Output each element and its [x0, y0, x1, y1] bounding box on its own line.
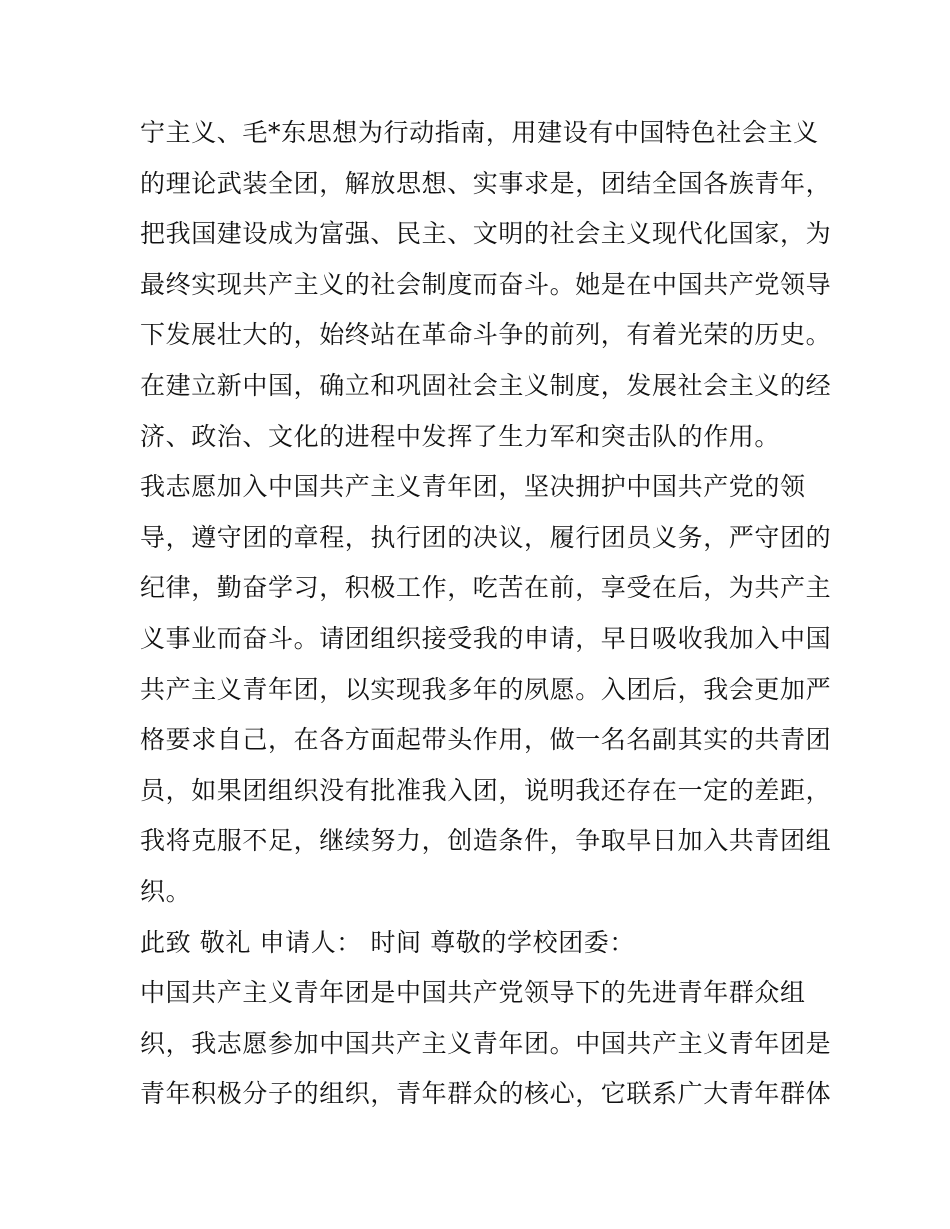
- text-line: 把我国建设成为富强、民主、文明的社会主义现代化国家，为: [140, 219, 832, 249]
- text-line: 格要求自己，在各方面起带头作用，做一名名副其实的共青团: [140, 725, 832, 755]
- document-body: [140, 108, 830, 1120]
- text-line: 此致 敬礼 申请人： 时间 尊敬的学校团委：: [140, 927, 635, 957]
- text-line: 织。: [140, 876, 192, 906]
- text-line: 最终实现共产主义的社会制度而奋斗。她是在中国共产党领导: [140, 269, 832, 299]
- text-line: 济、政治、文化的进程中发挥了生力军和突击队的作用。: [140, 421, 781, 451]
- text-line: 的理论武装全团，解放思想、实事求是，团结全国各族青年，: [140, 168, 832, 198]
- text-line: 宁主义、毛*东思想为行动指南，用建设有中国特色社会主义: [140, 118, 819, 147]
- text-line: 导，遵守团的章程，执行团的决议，履行团员义务，严守团的: [140, 522, 832, 552]
- text-line: 中国共产主义青年团是中国共产党领导下的先进青年群众组: [140, 978, 806, 1008]
- text-line: 青年积极分子的组织，青年群众的核心，它联系广大青年群体: [140, 1079, 832, 1109]
- text-line: 在建立新中国，确立和巩固社会主义制度，发展社会主义的经: [140, 370, 832, 400]
- text-line: 员，如果团组织没有批准我入团，说明我还存在一定的差距，: [140, 775, 832, 805]
- text-line: 纪律，勤奋学习，积极工作，吃苦在前，享受在后，为共产主: [140, 573, 832, 603]
- text-line: 织，我志愿参加中国共产主义青年团。中国共产主义青年团是: [140, 1028, 832, 1058]
- text-line: 我将克服不足，继续努力，创造条件，争取早日加入共青团组: [140, 826, 832, 856]
- text-line: 共产主义青年团，以实现我多年的夙愿。入团后，我会更加严: [140, 674, 832, 704]
- text-line: 下发展壮大的，始终站在革命斗争的前列，有着光荣的历史。: [140, 320, 832, 350]
- text-line: 我志愿加入中国共产主义青年团，坚决拥护中国共产党的领: [140, 472, 806, 502]
- text-line: 义事业而奋斗。请团组织接受我的申请，早日吸收我加入中国: [140, 623, 832, 653]
